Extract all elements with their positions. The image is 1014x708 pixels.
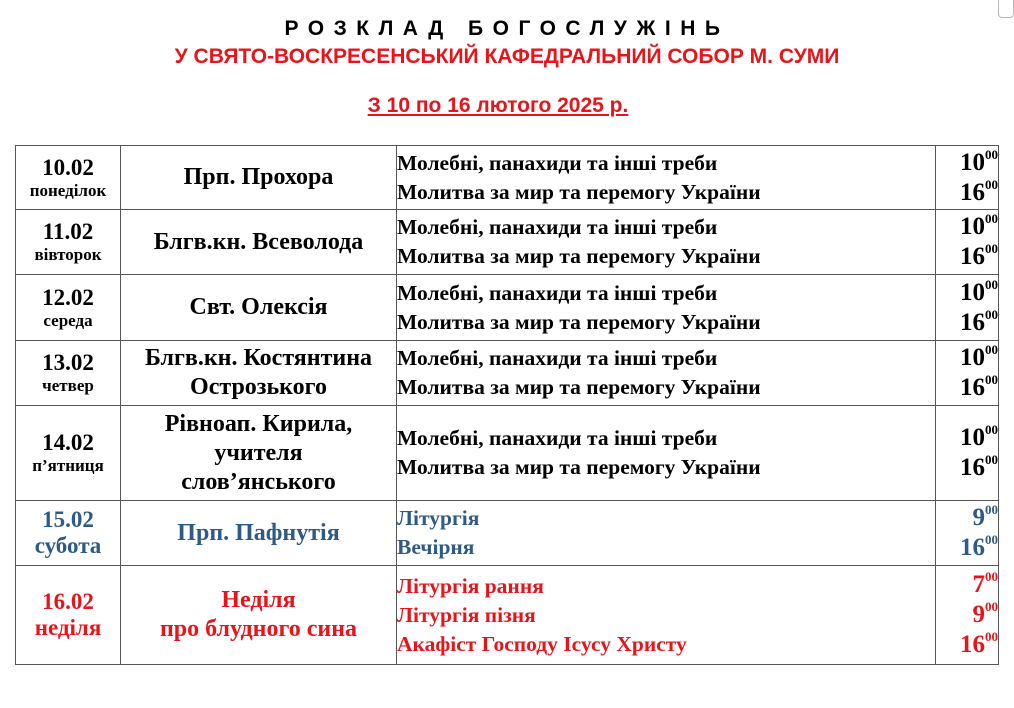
saint-name: Блгв.кн. Костянтина xyxy=(144,345,373,371)
saint-name: учителя xyxy=(214,439,303,466)
schedule-row-sat xyxy=(16,501,999,566)
time: $10^{00}$ xyxy=(960,422,998,451)
time: $7^{00}$ xyxy=(972,569,998,598)
service: Молебні, панахиди та інші треби xyxy=(397,280,718,305)
weekday: вівторок xyxy=(34,245,102,265)
time: $10^{00}$ xyxy=(960,342,998,371)
saint-cell xyxy=(121,501,397,566)
service: Молитва за мир та перемогу України xyxy=(397,179,761,204)
schedule-period: З 10 по 16 лютого 2025 р. xyxy=(367,94,629,117)
date: 15.02 xyxy=(42,506,94,532)
saint-cell xyxy=(121,341,397,406)
service: Молитва за мир та перемогу України xyxy=(397,455,761,479)
time: $10^{00}$ xyxy=(960,146,998,176)
date: 14.02 xyxy=(42,430,94,455)
time: $16^{00}$ xyxy=(960,176,998,206)
services-cell xyxy=(397,341,936,406)
saint-cell xyxy=(121,406,397,501)
service: Вечірня xyxy=(397,535,475,559)
service: Молебні, панахиди та інші треби xyxy=(397,346,718,370)
schedule-title: РОЗКЛАД БОГОСЛУЖІНЬ xyxy=(284,17,730,40)
time: $10^{00}$ xyxy=(960,276,998,306)
schedule-row-thu xyxy=(16,341,999,406)
schedule-row-mon xyxy=(16,146,999,210)
saint-name: Острозького xyxy=(190,374,327,400)
times-cell xyxy=(936,210,999,275)
services-cell xyxy=(397,406,936,501)
schedule-row-tue xyxy=(16,210,999,275)
saint-name: Рівноап. Кирила, xyxy=(164,410,353,437)
schedule-row-wed xyxy=(16,275,999,341)
time: $16^{00}$ xyxy=(960,372,998,401)
date: 10.02 xyxy=(42,154,94,180)
schedule-table xyxy=(15,145,999,665)
service: Молитва за мир та перемогу України xyxy=(397,375,761,399)
services-cell xyxy=(397,210,936,275)
date: 11.02 xyxy=(42,219,94,244)
date-cell xyxy=(16,566,121,665)
services-cell xyxy=(397,146,936,210)
services-cell xyxy=(397,501,936,566)
date: 16.02 xyxy=(42,588,94,614)
service: Літургія пізня xyxy=(397,602,536,627)
weekday: понеділок xyxy=(29,180,107,200)
saint-name: Свт. Олексія xyxy=(189,294,328,320)
times-cell xyxy=(936,501,999,566)
weekday: субота xyxy=(34,533,102,558)
schedule-row-sun xyxy=(16,566,999,665)
services-cell xyxy=(397,566,936,665)
times-cell xyxy=(936,406,999,501)
time: $16^{00}$ xyxy=(960,452,998,481)
service: Молитва за мир та перемогу України xyxy=(397,309,761,334)
time: $16^{00}$ xyxy=(960,241,998,270)
times-cell xyxy=(936,146,999,210)
time: $16^{00}$ xyxy=(960,532,998,561)
saint-name: про блудного сина xyxy=(159,616,358,642)
date-cell xyxy=(16,275,121,341)
saint-name: Блгв.кн. Всеволода xyxy=(153,228,364,255)
date: 12.02 xyxy=(42,284,94,310)
date-cell xyxy=(16,406,121,501)
saint-cell xyxy=(121,275,397,341)
saint-name: слов’янського xyxy=(181,468,336,495)
date-cell xyxy=(16,501,121,566)
cathedral-name: У СВЯТО-ВОСКРЕСЕНСЬКИЙ КАФЕДРАЛЬНИЙ СОБОР М. СУМИ xyxy=(174,45,840,68)
window-corner-control[interactable] xyxy=(998,0,1014,18)
service: Літургія рання xyxy=(397,573,544,598)
schedule-row-fri xyxy=(16,406,999,501)
time: $9^{00}$ xyxy=(972,502,998,531)
saint-name: Неділя xyxy=(221,587,296,613)
times-cell xyxy=(936,341,999,406)
service: Молебні, панахиди та інші треби xyxy=(397,150,718,175)
date-cell xyxy=(16,341,121,406)
service: Молебні, панахиди та інші треби xyxy=(397,215,718,239)
service: Акафіст Господу Ісусу Христу xyxy=(397,631,687,656)
date-cell xyxy=(16,146,121,210)
time: $16^{00}$ xyxy=(960,306,998,336)
date: 13.02 xyxy=(42,350,94,375)
time: $9^{00}$ xyxy=(972,599,998,628)
services-cell xyxy=(397,275,936,341)
time: $16^{00}$ xyxy=(960,629,998,658)
times-cell xyxy=(936,566,999,665)
saint-cell xyxy=(121,566,397,665)
service: Молебні, панахиди та інші треби xyxy=(397,426,718,450)
saint-name: Прп. Прохора xyxy=(183,164,334,190)
service: Молитва за мир та перемогу України xyxy=(397,244,761,268)
saint-cell xyxy=(121,210,397,275)
weekday: неділя xyxy=(34,615,102,640)
service: Літургія xyxy=(397,506,480,530)
saint-cell xyxy=(121,146,397,210)
weekday: четвер xyxy=(42,376,94,396)
time: $10^{00}$ xyxy=(960,211,998,240)
weekday: п’ятниця xyxy=(32,456,104,476)
weekday: середа xyxy=(43,310,93,330)
times-cell xyxy=(936,275,999,341)
date-cell xyxy=(16,210,121,275)
saint-name: Прп. Пафнутія xyxy=(177,519,340,546)
